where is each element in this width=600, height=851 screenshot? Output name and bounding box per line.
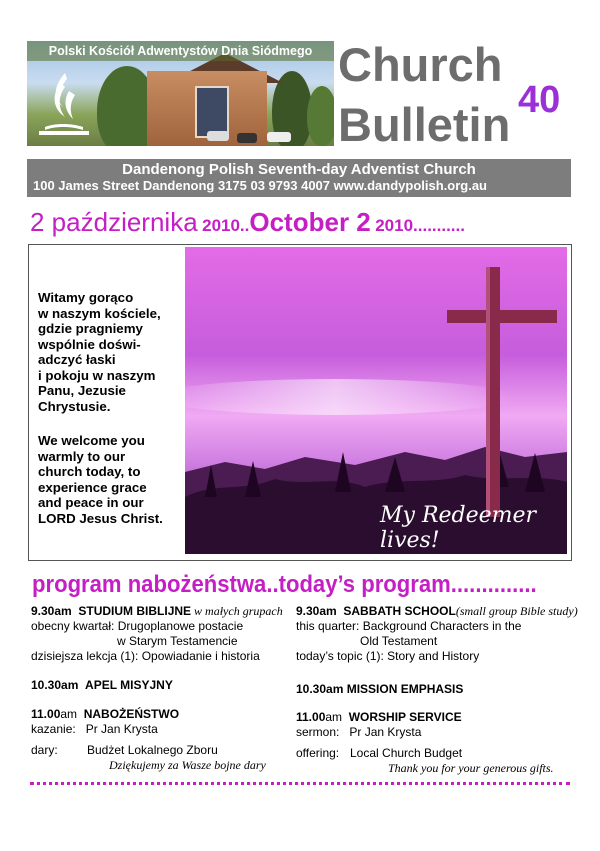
image-caption: My Redeemer lives! [380,503,537,553]
adventist-logo-icon [35,69,93,141]
church-photo [27,41,334,146]
program-heading: program nabożeństwa..today’s program.............. [32,571,537,598]
church-name-english: Dandenong Polish Seventh-day Adventist Church [122,161,476,178]
date-polish: 2 października [30,207,198,237]
year-polish: 2010.. [202,216,250,235]
church-info-bar [27,159,571,197]
date-english: October 2 [249,207,371,237]
program-english-column: 9.30am SABBATH SCHOOL(small group Bible study) this quarter: Background Characters in the Old Testament today’s topic (1): Story and History 10.30am MISSION EMPHASIS 11.00am WORSHIP SERVICE sermon: Pr Jan Krysta offering: Local Church Budget Thank you for your generous gifts. [296,604,578,775]
issue-number: 40 [518,79,561,121]
year-english: 2010........... [375,216,465,235]
welcome-english: We welcome you warmly to our church today, to experience grace and peace in our LORD Jesus Christ. [38,433,163,526]
church-address: 100 James Street Dandenong 3175 03 9793 4007 www.dandypolish.org.au [33,178,487,193]
bulletin-title-bulletin: Bulletin [338,98,511,151]
program-polish-column: 9.30am STUDIUM BIBLIJNE w małych grupach obecny kwartał: Drugoplanowe postacie w Starym Testamencie dzisiejsza lekcja (1): Opowiadanie i historia 10.30am APEL MISYJNY 11.00am NABOŻEŃSTWO kazanie: Pr Jan Krysta dary: Budżet Lokalnego Zboru Dziękujemy za Wasze bojne dary [31,604,283,772]
date-line [30,207,465,238]
bottom-divider [30,782,570,785]
welcome-polish: Witamy gorąco w naszym kościele, gdzie pragniemy wspólnie doświ- adczyć łaski i pokoju w naszym Panu, Jezusie Chrystusie. [38,290,161,414]
church-name-polish: Polski Kościół Adwentystów Dnia Siódmego [27,41,334,61]
bulletin-title-church: Church [338,38,503,91]
